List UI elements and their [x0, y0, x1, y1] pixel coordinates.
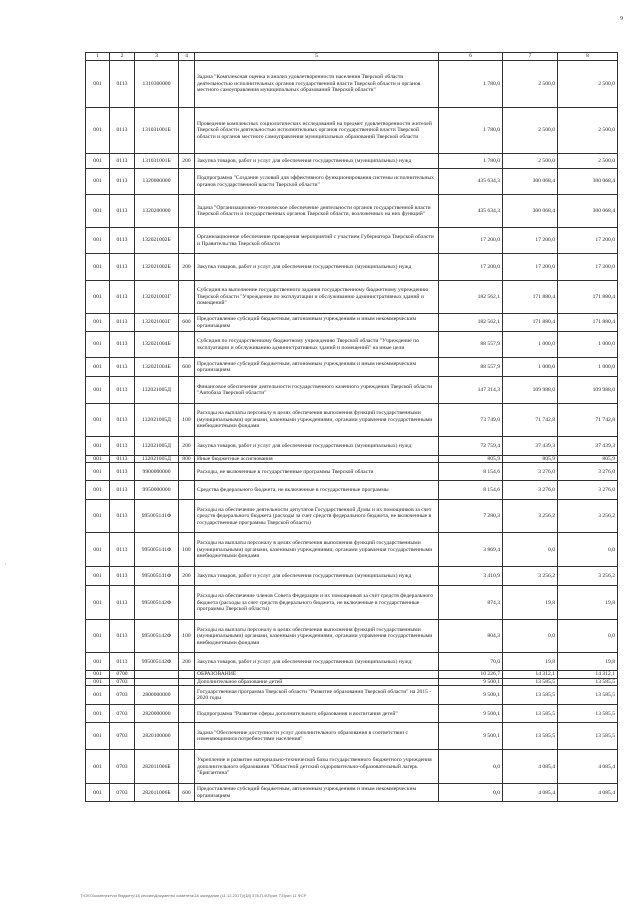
cell-amount-2020: 13 585,5	[558, 686, 618, 705]
cell-target-article: 995005142Ф	[135, 653, 179, 671]
margin-mark: ·	[4, 560, 7, 569]
cell-target-article: 132021005Д	[135, 456, 179, 463]
cell-target-article: 131031001Б	[135, 154, 179, 169]
cell-ministry-code: 001	[86, 332, 110, 358]
cell-description: Финансовое обеспечение деятельности государственного казенного учреждения Тверской области "Автобаза Тверской области"	[195, 377, 439, 404]
table-row	[86, 671, 618, 678]
cell-expense-type	[179, 108, 195, 154]
cell-description: Закупка товаров, работ и услуг для обеспечения государственных (муниципальных) нужд	[195, 437, 439, 456]
cell-amount-2019: 2 500,0	[503, 61, 558, 108]
cell-ministry-code: 001	[86, 358, 110, 377]
cell-expense-type	[179, 195, 195, 228]
table-row	[86, 281, 618, 314]
cell-expense-type	[179, 332, 195, 358]
cell-amount-2020: 109 988,0	[558, 377, 618, 404]
cell-amount-2018: 9 500,1	[439, 705, 503, 723]
cell-section-code: 0703	[110, 678, 135, 685]
cell-amount-2020: 1 000,0	[558, 332, 618, 358]
cell-section-code: 0113	[110, 108, 135, 154]
cell-section-code: 0113	[110, 653, 135, 671]
cell-target-article: 132021005Д	[135, 377, 179, 404]
table-row	[86, 686, 618, 705]
cell-ministry-code: 001	[86, 437, 110, 456]
cell-amount-2020: 3 276,0	[558, 481, 618, 500]
cell-target-article: 9900000000	[135, 463, 179, 481]
table-row	[86, 481, 618, 500]
table-row	[86, 108, 618, 154]
cell-amount-2019: 1 000,0	[503, 358, 558, 377]
cell-amount-2019: 13 585,5	[503, 678, 558, 685]
cell-section-code: 0113	[110, 404, 135, 437]
cell-amount-2019: 2 500,0	[503, 154, 558, 169]
cell-amount-2020: 37 439,3	[558, 437, 618, 456]
cell-description: Дополнительное образование детей	[195, 678, 439, 685]
header-col-6: 6	[439, 53, 503, 61]
cell-ministry-code: 001	[86, 671, 110, 678]
table-row	[86, 377, 618, 404]
cell-description: Проведение комплексных социологических исследований на предмет удовлетворенности жителей Тверской области деятельностью исполнительных органов государственной власти Тверской области и органов местного самоуправления муниципальных образований Тверской области	[195, 108, 439, 154]
cell-amount-2018: 17 200,0	[439, 254, 503, 281]
cell-amount-2019: 17 200,0	[503, 254, 558, 281]
cell-amount-2018: 8 154,6	[439, 481, 503, 500]
cell-amount-2020: 171 880,4	[558, 314, 618, 332]
cell-ministry-code: 001	[86, 567, 110, 586]
cell-section-code: 0703	[110, 750, 135, 784]
cell-ministry-code: 001	[86, 620, 110, 653]
cell-section-code: 0113	[110, 61, 135, 108]
cell-amount-2019: 13 585,5	[503, 686, 558, 705]
cell-amount-2018: 805,9	[439, 456, 503, 463]
header-col-3: 3	[135, 53, 179, 61]
cell-description: Закупка товаров, работ и услуг для обеспечения государственных (муниципальных) нужд	[195, 154, 439, 169]
cell-target-article: 995005141Ф	[135, 500, 179, 533]
cell-amount-2020: 3 256,2	[558, 500, 618, 533]
table-row	[86, 653, 618, 671]
cell-amount-2018: 0,0	[439, 784, 503, 802]
cell-expense-type: 600	[179, 358, 195, 377]
cell-amount-2020: 0,0	[558, 533, 618, 567]
cell-amount-2018: 1 780,0	[439, 154, 503, 169]
cell-amount-2018: 1 780,0	[439, 108, 503, 154]
cell-target-article: 2820100000	[135, 723, 179, 750]
cell-amount-2018: 182 562,1	[439, 281, 503, 314]
cell-ministry-code: 001	[86, 586, 110, 620]
cell-ministry-code: 001	[86, 784, 110, 802]
cell-ministry-code: 001	[86, 314, 110, 332]
cell-amount-2019: 14 312,1	[503, 671, 558, 678]
cell-target-article: 1310300000	[135, 61, 179, 108]
cell-amount-2020: 13 585,5	[558, 705, 618, 723]
budget-table	[85, 52, 618, 802]
cell-expense-type: 100	[179, 620, 195, 653]
cell-amount-2018: 435 634,3	[439, 195, 503, 228]
table-row	[86, 705, 618, 723]
cell-description: Подпрограмма "Создание условий для эффективного функционирования системы исполнительных органов государственной власти Тверской области"	[195, 169, 439, 195]
cell-amount-2018: 9 500,1	[439, 723, 503, 750]
cell-expense-type: 200	[179, 437, 195, 456]
cell-expense-type	[179, 228, 195, 254]
cell-expense-type: 800	[179, 456, 195, 463]
cell-section-code: 0703	[110, 723, 135, 750]
cell-description: Закупка товаров, работ и услуг для обеспечения государственных (муниципальных) нужд	[195, 254, 439, 281]
cell-amount-2020: 3 276,0	[558, 463, 618, 481]
cell-description: ОБРАЗОВАНИЕ	[195, 671, 439, 678]
cell-expense-type	[179, 169, 195, 195]
cell-amount-2018: 3 869,4	[439, 533, 503, 567]
cell-amount-2018: 70,0	[439, 653, 503, 671]
cell-target-article: 2800000000	[135, 686, 179, 705]
file-path-footer: T:\OEO\комплект\по бюджету\18 сессия\Документы комитета\18 заседание (11.12.2017)\(18) 378-П-6\Прил 7\Прил 11 ФСР	[80, 893, 307, 898]
cell-amount-2019: 13 585,5	[503, 723, 558, 750]
cell-description: Расходы на выплаты персоналу в целях обеспечения выполнения функций государственными (муниципальными) органами, казенными учреждениями, органами управления государственными внебюджетными фондами	[195, 404, 439, 437]
cell-description: Расходы, не включенные в государственные программы Тверской области	[195, 463, 439, 481]
cell-target-article: 132021005Д	[135, 404, 179, 437]
cell-amount-2020: 2 500,0	[558, 108, 618, 154]
cell-amount-2019: 3 256,2	[503, 567, 558, 586]
cell-amount-2020: 4 085,4	[558, 784, 618, 802]
cell-amount-2019: 171 880,4	[503, 314, 558, 332]
cell-amount-2019: 4 085,4	[503, 784, 558, 802]
cell-section-code: 0113	[110, 533, 135, 567]
cell-amount-2020: 3 256,2	[558, 567, 618, 586]
cell-amount-2019: 2 500,0	[503, 108, 558, 154]
cell-amount-2020: 13 585,5	[558, 678, 618, 685]
cell-ministry-code: 001	[86, 705, 110, 723]
cell-amount-2020: 1 000,0	[558, 358, 618, 377]
cell-expense-type: 600	[179, 314, 195, 332]
cell-amount-2018: 9 500,1	[439, 678, 503, 685]
cell-expense-type	[179, 500, 195, 533]
header-row	[86, 53, 618, 61]
cell-description: Субсидия на выполнение государственного задания государственному бюджетному учреждению Тверской области "Учреждение по эксплуатации и обслуживанию административных зданий и помещений"	[195, 281, 439, 314]
cell-expense-type	[179, 463, 195, 481]
cell-ministry-code: 001	[86, 108, 110, 154]
cell-description: Организационное обеспечение проведения мероприятий с участием Губернатора Тверской области и Правительства Тверской области	[195, 228, 439, 254]
cell-description: Расходы на выплаты персоналу в целях обеспечения выполнения функций государственными (муниципальными) органами, казенными учреждениями, органами управления государственными внебюджетными фондами	[195, 620, 439, 653]
cell-description: Задача "Обеспечение доступности услуг дополнительного образования в соответствии с изменяющимися потребностями населения"	[195, 723, 439, 750]
cell-expense-type	[179, 671, 195, 678]
cell-amount-2018: 0,0	[439, 750, 503, 784]
cell-target-article: 9950000000	[135, 481, 179, 500]
cell-ministry-code: 001	[86, 154, 110, 169]
cell-ministry-code: 001	[86, 377, 110, 404]
cell-amount-2020: 2 500,0	[558, 61, 618, 108]
table-row	[86, 723, 618, 750]
cell-section-code: 0113	[110, 620, 135, 653]
header-col-1: 1	[86, 53, 110, 61]
cell-target-article: 132021002Б	[135, 228, 179, 254]
cell-amount-2019: 4 085,4	[503, 750, 558, 784]
cell-section-code: 0703	[110, 705, 135, 723]
header-col-5: 5	[195, 53, 439, 61]
cell-description: Закупка товаров, работ и услуг для обеспечения государственных (муниципальных) нужд	[195, 653, 439, 671]
cell-ministry-code: 001	[86, 686, 110, 705]
cell-amount-2020: 19,8	[558, 653, 618, 671]
cell-target-article: 132021003Г	[135, 281, 179, 314]
cell-section-code: 0113	[110, 481, 135, 500]
cell-amount-2018: 3 410,9	[439, 567, 503, 586]
cell-ministry-code: 001	[86, 404, 110, 437]
cell-amount-2019: 71 742,8	[503, 404, 558, 437]
cell-ministry-code: 001	[86, 481, 110, 500]
table-row	[86, 154, 618, 169]
cell-section-code: 0113	[110, 377, 135, 404]
cell-target-article: 995005142Ф	[135, 620, 179, 653]
cell-description: Предоставление субсидий бюджетным, автономным учреждениям и иным некоммерческим организациям	[195, 314, 439, 332]
cell-amount-2019: 1 000,0	[503, 332, 558, 358]
page-marker: 9	[620, 16, 623, 22]
table-row	[86, 314, 618, 332]
cell-section-code: 0113	[110, 500, 135, 533]
cell-amount-2018: 182 562,1	[439, 314, 503, 332]
cell-amount-2019: 3 276,0	[503, 481, 558, 500]
cell-amount-2019: 805,9	[503, 456, 558, 463]
cell-target-article: 1320200000	[135, 195, 179, 228]
cell-section-code: 0113	[110, 437, 135, 456]
cell-expense-type	[179, 723, 195, 750]
cell-amount-2018: 88 557,9	[439, 358, 503, 377]
cell-amount-2018: 9 500,1	[439, 686, 503, 705]
table-row	[86, 784, 618, 802]
table-row	[86, 567, 618, 586]
cell-amount-2020: 805,9	[558, 456, 618, 463]
cell-amount-2019: 19,8	[503, 586, 558, 620]
cell-amount-2020: 171 880,4	[558, 281, 618, 314]
cell-expense-type: 200	[179, 254, 195, 281]
cell-section-code: 0113	[110, 169, 135, 195]
cell-section-code: 0113	[110, 154, 135, 169]
table-row	[86, 463, 618, 481]
cell-description: Иные бюджетные ассигнования	[195, 456, 439, 463]
cell-amount-2019: 171 880,4	[503, 281, 558, 314]
table-row	[86, 254, 618, 281]
cell-amount-2020: 17 200,0	[558, 228, 618, 254]
cell-amount-2019: 13 585,5	[503, 705, 558, 723]
cell-description: Расходы на выплаты персоналу в целях обеспечения выполнения функций государственными (муниципальными) органами, казенными учреждениями, органами управления государственными внебюджетными фондами	[195, 533, 439, 567]
cell-amount-2020: 2 500,0	[558, 154, 618, 169]
cell-amount-2020: 0,0	[558, 620, 618, 653]
cell-ministry-code: 001	[86, 254, 110, 281]
table-row	[86, 500, 618, 533]
cell-amount-2020: 19,8	[558, 586, 618, 620]
cell-description: Укрепление и развитие материально-технической базы государственного бюджетного учреждения дополнительного образования "Областной детский оздоровительно-образовательный лагерь "Бригантина"	[195, 750, 439, 784]
cell-description: Предоставление субсидий бюджетным, автономным учреждениям и иным некоммерческим организациям	[195, 358, 439, 377]
cell-expense-type: 100	[179, 533, 195, 567]
cell-amount-2019: 17 200,0	[503, 228, 558, 254]
cell-target-article: 995005141Ф	[135, 533, 179, 567]
cell-target-article: 2820000000	[135, 705, 179, 723]
cell-section-code: 0703	[110, 686, 135, 705]
cell-amount-2020: 300 068,4	[558, 195, 618, 228]
cell-section-code: 0113	[110, 281, 135, 314]
table-row	[86, 404, 618, 437]
cell-expense-type	[179, 686, 195, 705]
cell-section-code: 0703	[110, 784, 135, 802]
header-col-8: 8	[558, 53, 618, 61]
cell-description: Задача "Комплексная оценка и анализ удовлетворенности населения Тверской области деятельностью исполнительных органов государственной власти Тверской области и органов местного самоуправления муниципальных образований Тверской области"	[195, 61, 439, 108]
cell-description: Предоставление субсидий бюджетным, автономным учреждениям и иным некоммерческим организациям	[195, 784, 439, 802]
cell-amount-2018: 17 200,0	[439, 228, 503, 254]
cell-amount-2019: 300 068,4	[503, 195, 558, 228]
cell-amount-2018: 1 780,0	[439, 61, 503, 108]
table-row	[86, 61, 618, 108]
cell-amount-2019: 300 068,4	[503, 169, 558, 195]
table-row	[86, 228, 618, 254]
cell-amount-2020: 71 742,8	[558, 404, 618, 437]
table-row	[86, 358, 618, 377]
table-row	[86, 533, 618, 567]
cell-amount-2019: 3 276,0	[503, 463, 558, 481]
cell-section-code: 0113	[110, 254, 135, 281]
cell-ministry-code: 001	[86, 533, 110, 567]
cell-amount-2019: 3 256,2	[503, 500, 558, 533]
cell-description: Подпрограмма "Развитие сферы дополнительного образования и воспитания детей"	[195, 705, 439, 723]
cell-section-code: 0113	[110, 195, 135, 228]
cell-ministry-code: 001	[86, 500, 110, 533]
cell-section-code: 0113	[110, 332, 135, 358]
cell-ministry-code: 001	[86, 169, 110, 195]
cell-section-code: 0113	[110, 567, 135, 586]
cell-amount-2020: 4 085,4	[558, 750, 618, 784]
cell-amount-2020: 13 585,5	[558, 723, 618, 750]
table-row	[86, 332, 618, 358]
cell-amount-2018: 8 154,6	[439, 463, 503, 481]
cell-amount-2019: 0,0	[503, 620, 558, 653]
cell-target-article: 132021002Б	[135, 254, 179, 281]
cell-amount-2019: 37 439,3	[503, 437, 558, 456]
cell-expense-type: 200	[179, 653, 195, 671]
cell-amount-2018: 72 759,4	[439, 437, 503, 456]
cell-target-article: 132021004Б	[135, 358, 179, 377]
cell-target-article: 132021005Д	[135, 437, 179, 456]
cell-ministry-code: 001	[86, 228, 110, 254]
cell-expense-type	[179, 678, 195, 685]
cell-section-code: 0113	[110, 228, 135, 254]
cell-ministry-code: 001	[86, 750, 110, 784]
table-row	[86, 678, 618, 685]
header-col-7: 7	[503, 53, 558, 61]
cell-target-article: 131031001Б	[135, 108, 179, 154]
cell-section-code: 0113	[110, 463, 135, 481]
cell-target-article: 132021004Б	[135, 332, 179, 358]
table-row	[86, 750, 618, 784]
cell-expense-type	[179, 750, 195, 784]
cell-section-code: 0113	[110, 358, 135, 377]
cell-description: Государственная программа Тверской области "Развитие образования Тверской области" на 2015 - 2020 годы	[195, 686, 439, 705]
cell-target-article: 132021003Г	[135, 314, 179, 332]
cell-expense-type	[179, 705, 195, 723]
cell-expense-type	[179, 377, 195, 404]
header-col-2: 2	[110, 53, 135, 61]
cell-target-article	[135, 678, 179, 685]
cell-amount-2020: 300 068,4	[558, 169, 618, 195]
cell-description: Расходы на обеспечение членов Совета Федерации и их помощников за счет средств федерального бюджета (расходы за счет средств федерального бюджета, не включенные в государственные программы Тверской области)	[195, 586, 439, 620]
header-col-4: 4	[179, 53, 195, 61]
cell-target-article: 1320000000	[135, 169, 179, 195]
cell-ministry-code: 001	[86, 61, 110, 108]
cell-amount-2018: 147 314,3	[439, 377, 503, 404]
cell-amount-2019: 109 988,0	[503, 377, 558, 404]
cell-section-code: 0700	[110, 671, 135, 678]
cell-target-article: 282011006Б	[135, 750, 179, 784]
cell-ministry-code: 001	[86, 653, 110, 671]
cell-ministry-code: 001	[86, 463, 110, 481]
cell-amount-2018: 7 280,3	[439, 500, 503, 533]
cell-ministry-code: 001	[86, 678, 110, 685]
cell-ministry-code: 001	[86, 456, 110, 463]
cell-target-article	[135, 671, 179, 678]
cell-amount-2018: 10 226,7	[439, 671, 503, 678]
table-row	[86, 437, 618, 456]
table-row	[86, 586, 618, 620]
cell-description: Закупка товаров, работ и услуг для обеспечения государственных (муниципальных) нужд	[195, 567, 439, 586]
cell-expense-type: 200	[179, 567, 195, 586]
cell-amount-2020: 17 200,0	[558, 254, 618, 281]
cell-expense-type: 200	[179, 154, 195, 169]
table-row	[86, 456, 618, 463]
cell-amount-2019: 19,8	[503, 653, 558, 671]
cell-ministry-code: 001	[86, 195, 110, 228]
cell-amount-2019: 0,0	[503, 533, 558, 567]
cell-target-article: 995005141Ф	[135, 567, 179, 586]
cell-amount-2018: 88 557,9	[439, 332, 503, 358]
cell-amount-2018: 874,3	[439, 586, 503, 620]
table-row	[86, 195, 618, 228]
cell-target-article: 282011006Б	[135, 784, 179, 802]
cell-expense-type: 600	[179, 784, 195, 802]
cell-expense-type	[179, 281, 195, 314]
cell-section-code: 0113	[110, 314, 135, 332]
table-row	[86, 620, 618, 653]
cell-ministry-code: 001	[86, 281, 110, 314]
cell-expense-type	[179, 61, 195, 108]
cell-section-code: 0113	[110, 586, 135, 620]
cell-description: Субсидия по государственному бюджетному учреждению Тверской области "Учреждение по эксплуатации и обслуживанию административных зданий и помещений" на иные цели	[195, 332, 439, 358]
cell-amount-2018: 73 749,0	[439, 404, 503, 437]
cell-description: Задача "Организационно-техническое обеспечение деятельности органов государственной власти Тверской области и государственных органов Тверской области, возложенных на них функций"	[195, 195, 439, 228]
cell-expense-type	[179, 481, 195, 500]
cell-ministry-code: 001	[86, 723, 110, 750]
cell-expense-type	[179, 586, 195, 620]
cell-description: Расходы на обеспечение деятельности депутатов Государственной Думы и их помощников за счет средств федерального бюджета (расходы за счет средств федерального бюджета, не включенные в государственные программы Тверской области)	[195, 500, 439, 533]
cell-description: Средства федерального бюджета, не включенные в государственные программы	[195, 481, 439, 500]
cell-target-article: 995005142Ф	[135, 586, 179, 620]
table-row	[86, 169, 618, 195]
cell-section-code: 0113	[110, 456, 135, 463]
cell-amount-2018: 435 634,3	[439, 169, 503, 195]
table-body	[86, 61, 618, 802]
cell-expense-type: 100	[179, 404, 195, 437]
cell-amount-2018: 804,3	[439, 620, 503, 653]
cell-amount-2020: 14 312,1	[558, 671, 618, 678]
